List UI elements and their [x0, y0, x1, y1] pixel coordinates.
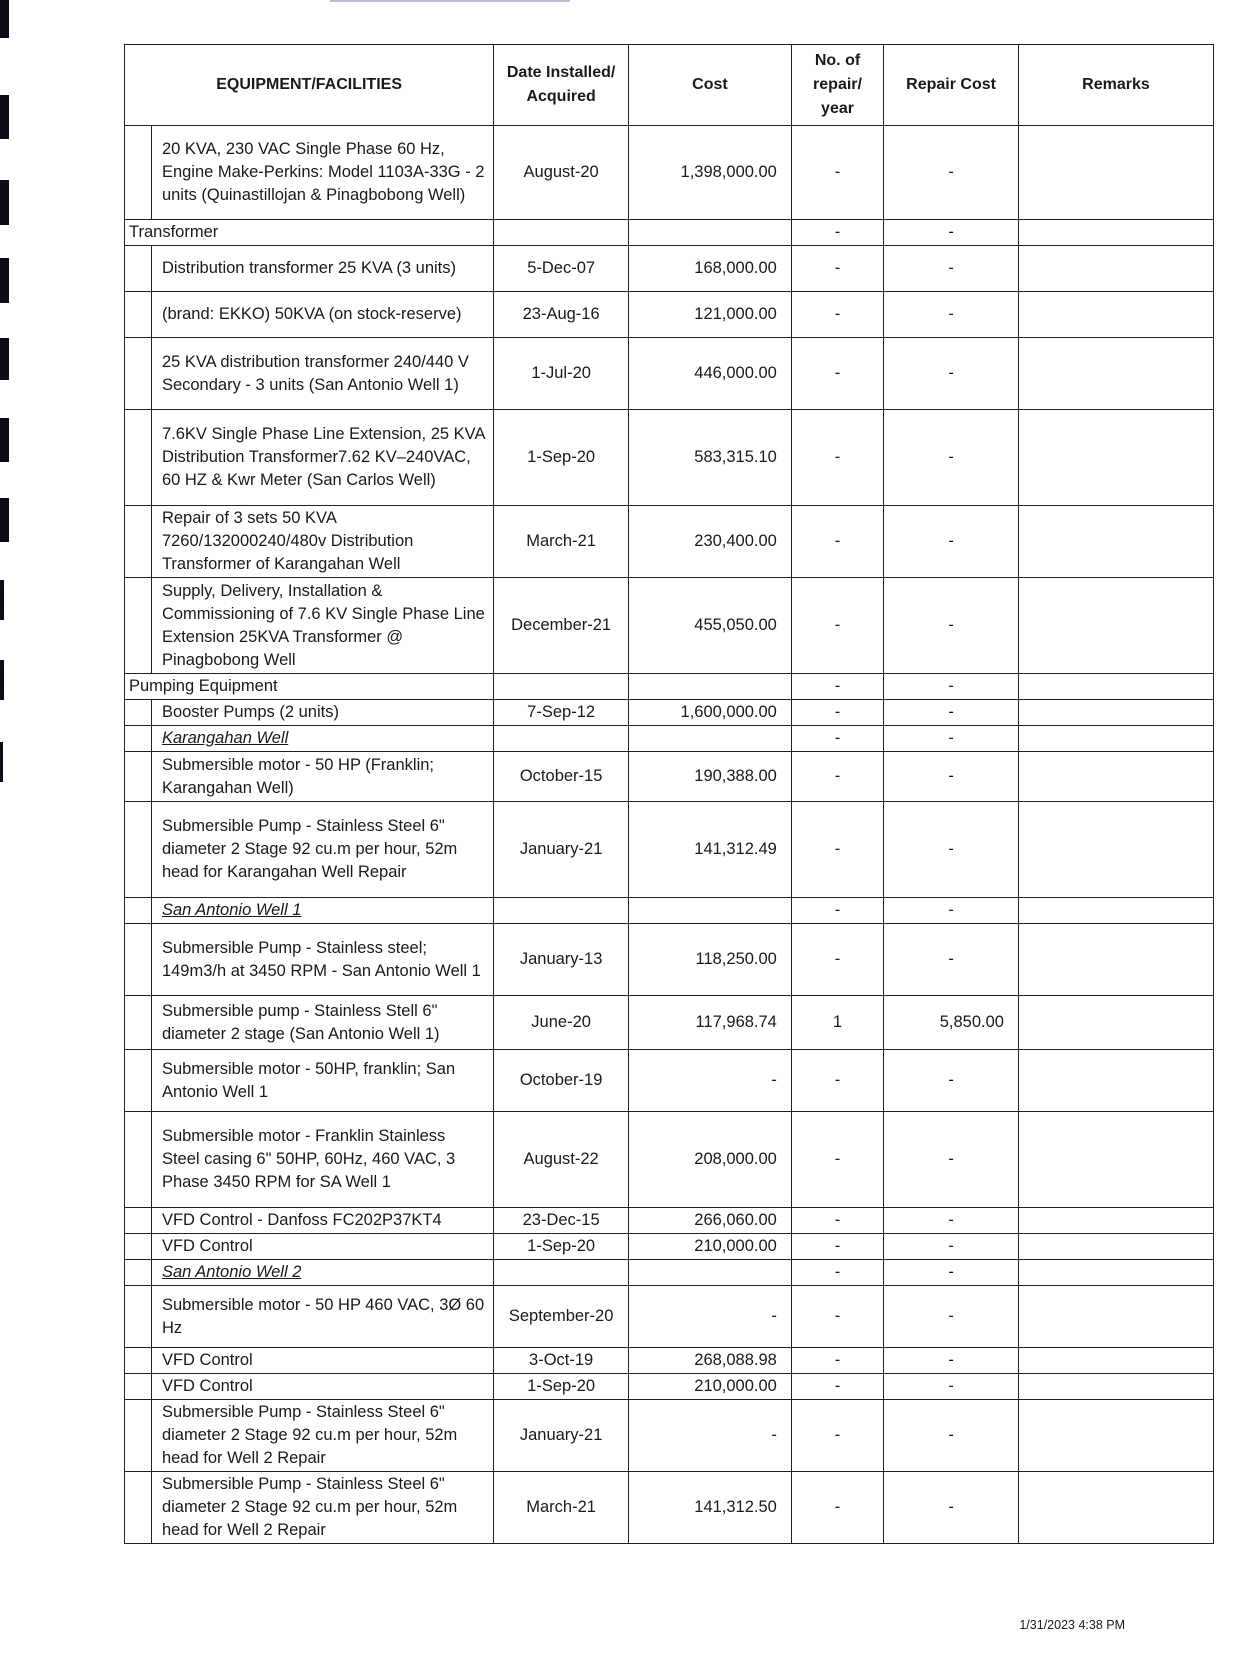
repair-cost-cell: -	[884, 410, 1019, 506]
table-row	[125, 700, 1214, 726]
indent-cell	[125, 246, 152, 292]
date-installed-cell: September-20	[494, 1286, 629, 1348]
header-repair-cost: Repair Cost	[884, 45, 1019, 126]
scan-mark	[0, 338, 9, 380]
repair-cost-cell: -	[884, 1374, 1019, 1400]
remarks-cell	[1018, 220, 1213, 246]
category-label: Transformer	[125, 220, 494, 246]
remarks-cell	[1018, 802, 1213, 898]
indent-cell	[125, 802, 152, 898]
repairs-per-year-cell: -	[791, 338, 883, 410]
repair-cost-cell: -	[884, 1260, 1019, 1286]
indent-cell	[125, 506, 152, 578]
repair-cost-cell: -	[884, 924, 1019, 996]
remarks-cell	[1018, 246, 1213, 292]
cost-cell	[629, 1260, 792, 1286]
well-name: San Antonio Well 1	[161, 901, 302, 919]
date-installed-cell	[494, 1260, 629, 1286]
equipment-description: 7.6KV Single Phase Line Extension, 25 KVA Distribution Transformer7.62 KV–240VAC, 60 HZ & Kwr Meter (San Carlos Well)	[151, 410, 493, 506]
repairs-per-year-cell: -	[791, 674, 883, 700]
remarks-cell	[1018, 338, 1213, 410]
equipment-description: Booster Pumps (2 units)	[151, 700, 493, 726]
repair-cost-cell: -	[884, 726, 1019, 752]
repairs-per-year-cell: -	[791, 126, 883, 220]
table-row	[125, 996, 1214, 1050]
cost-cell: 118,250.00	[629, 924, 792, 996]
well-name: San Antonio Well 2	[161, 1263, 302, 1281]
scan-mark	[0, 498, 9, 542]
equipment-description: Submersible Pump - Stainless steel; 149m3/h at 3450 RPM - San Antonio Well 1	[151, 924, 493, 996]
date-installed-cell: 3-Oct-19	[494, 1348, 629, 1374]
repair-cost-cell: -	[884, 752, 1019, 802]
scan-mark	[0, 660, 4, 700]
repair-cost-cell: -	[884, 1112, 1019, 1208]
repair-cost-cell: -	[884, 220, 1019, 246]
date-installed-cell: January-21	[494, 1400, 629, 1472]
repairs-per-year-cell: -	[791, 292, 883, 338]
indent-cell	[125, 1050, 152, 1112]
repair-cost-cell: -	[884, 674, 1019, 700]
remarks-cell	[1018, 1112, 1213, 1208]
repairs-per-year-cell: -	[791, 924, 883, 996]
table-row	[125, 1400, 1214, 1472]
equipment-description: Repair of 3 sets 50 KVA 7260/132000240/480v Distribution Transformer of Karangahan Well	[151, 506, 493, 578]
repairs-per-year-cell: -	[791, 246, 883, 292]
date-installed-cell	[494, 726, 629, 752]
remarks-cell	[1018, 1260, 1213, 1286]
repair-cost-cell: -	[884, 898, 1019, 924]
remarks-cell	[1018, 924, 1213, 996]
remarks-cell	[1018, 1234, 1213, 1260]
equipment-description: (brand: EKKO) 50KVA (on stock-reserve)	[151, 292, 493, 338]
subheading-row	[125, 726, 1214, 752]
cost-cell: 1,600,000.00	[629, 700, 792, 726]
indent-cell	[125, 700, 152, 726]
repairs-per-year-cell: -	[791, 220, 883, 246]
table-row	[125, 752, 1214, 802]
repairs-per-year-cell: -	[791, 506, 883, 578]
indent-cell	[125, 1208, 152, 1234]
table-row	[125, 126, 1214, 220]
repair-cost-cell: -	[884, 246, 1019, 292]
remarks-cell	[1018, 1374, 1213, 1400]
cost-cell: -	[629, 1050, 792, 1112]
date-installed-cell: 1-Jul-20	[494, 338, 629, 410]
repair-cost-cell: -	[884, 1348, 1019, 1374]
repair-cost-cell: -	[884, 292, 1019, 338]
table-row	[125, 1472, 1214, 1544]
cost-cell	[629, 898, 792, 924]
indent-cell	[125, 1348, 152, 1374]
date-installed-cell: January-13	[494, 924, 629, 996]
remarks-cell	[1018, 1050, 1213, 1112]
scan-edge-marks	[0, 0, 14, 900]
indent-cell	[125, 1400, 152, 1472]
repairs-per-year-cell: -	[791, 1374, 883, 1400]
repair-cost-cell: -	[884, 1234, 1019, 1260]
table-row	[125, 1050, 1214, 1112]
cost-cell: 446,000.00	[629, 338, 792, 410]
scan-top-line	[330, 0, 570, 2]
scan-mark	[0, 95, 9, 139]
cost-cell	[629, 220, 792, 246]
equipment-description: VFD Control	[151, 1234, 493, 1260]
table-row	[125, 1374, 1214, 1400]
repairs-per-year-cell: -	[791, 802, 883, 898]
repairs-per-year-cell: -	[791, 578, 883, 674]
cost-cell: 121,000.00	[629, 292, 792, 338]
equipment-description: Submersible motor - 50HP, franklin; San Antonio Well 1	[151, 1050, 493, 1112]
repair-cost-cell: -	[884, 578, 1019, 674]
repairs-per-year-cell: -	[791, 898, 883, 924]
cost-cell: 190,388.00	[629, 752, 792, 802]
scan-mark	[0, 0, 9, 38]
indent-cell	[125, 1472, 152, 1544]
date-installed-cell: June-20	[494, 996, 629, 1050]
remarks-cell	[1018, 292, 1213, 338]
table-row	[125, 506, 1214, 578]
remarks-cell	[1018, 1286, 1213, 1348]
scan-mark	[0, 580, 4, 620]
date-installed-cell: 1-Sep-20	[494, 1374, 629, 1400]
indent-cell	[125, 1286, 152, 1348]
date-installed-cell: 1-Sep-20	[494, 410, 629, 506]
date-installed-cell	[494, 674, 629, 700]
date-installed-cell: 7-Sep-12	[494, 700, 629, 726]
repairs-per-year-cell: -	[791, 1260, 883, 1286]
repair-cost-cell: -	[884, 1286, 1019, 1348]
repair-cost-cell: -	[884, 1472, 1019, 1544]
cost-cell: -	[629, 1400, 792, 1472]
category-label: Pumping Equipment	[125, 674, 494, 700]
cost-cell: 266,060.00	[629, 1208, 792, 1234]
date-installed-cell: March-21	[494, 1472, 629, 1544]
remarks-cell	[1018, 578, 1213, 674]
date-installed-cell	[494, 898, 629, 924]
indent-cell	[125, 898, 152, 924]
scan-mark	[0, 418, 9, 462]
repairs-per-year-cell: -	[791, 1286, 883, 1348]
equipment-description: Submersible motor - 50 HP (Franklin; Karangahan Well)	[151, 752, 493, 802]
equipment-description: VFD Control	[151, 1348, 493, 1374]
repairs-per-year-cell: -	[791, 752, 883, 802]
date-installed-cell: 1-Sep-20	[494, 1234, 629, 1260]
repair-cost-cell: -	[884, 1050, 1019, 1112]
table-row	[125, 1112, 1214, 1208]
remarks-cell	[1018, 700, 1213, 726]
date-installed-cell: 5-Dec-07	[494, 246, 629, 292]
table-row	[125, 246, 1214, 292]
date-installed-cell: October-15	[494, 752, 629, 802]
print-timestamp: 1/31/2023 4:38 PM	[1019, 1618, 1125, 1632]
cost-cell: 583,315.10	[629, 410, 792, 506]
repairs-per-year-cell: -	[791, 1050, 883, 1112]
equipment-description: Submersible motor - Franklin Stainless Steel casing 6" 50HP, 60Hz, 460 VAC, 3 Phase 3450 RPM for SA Well 1	[151, 1112, 493, 1208]
date-installed-cell: August-20	[494, 126, 629, 220]
equipment-description: VFD Control - Danfoss FC202P37KT4	[151, 1208, 493, 1234]
indent-cell	[125, 752, 152, 802]
table-row	[125, 292, 1214, 338]
cost-cell: 208,000.00	[629, 1112, 792, 1208]
repairs-per-year-cell: -	[791, 1472, 883, 1544]
equipment-description: Distribution transformer 25 KVA (3 units)	[151, 246, 493, 292]
date-installed-cell: August-22	[494, 1112, 629, 1208]
equipment-description: 20 KVA, 230 VAC Single Phase 60 Hz, Engine Make-Perkins: Model 1103A-33G - 2 units (Quinastillojan & Pinagbobong Well)	[151, 126, 493, 220]
cost-cell: 210,000.00	[629, 1374, 792, 1400]
indent-cell	[125, 410, 152, 506]
header-cost: Cost	[629, 45, 792, 126]
remarks-cell	[1018, 410, 1213, 506]
table-row	[125, 1208, 1214, 1234]
cost-cell: 210,000.00	[629, 1234, 792, 1260]
scan-mark	[0, 180, 9, 225]
cost-cell: 230,400.00	[629, 506, 792, 578]
repair-cost-cell: -	[884, 126, 1019, 220]
equipment-description: Submersible Pump - Stainless Steel 6" diameter 2 Stage 92 cu.m per hour, 52m head for Well 2 Repair	[151, 1472, 493, 1544]
cost-cell: 168,000.00	[629, 246, 792, 292]
remarks-cell	[1018, 1472, 1213, 1544]
header-repairs-per-year: No. of repair/ year	[791, 45, 883, 126]
repair-cost-cell: -	[884, 1208, 1019, 1234]
date-installed-cell: 23-Dec-15	[494, 1208, 629, 1234]
remarks-cell	[1018, 1400, 1213, 1472]
repair-cost-cell: 5,850.00	[884, 996, 1019, 1050]
repair-cost-cell: -	[884, 802, 1019, 898]
date-installed-cell: March-21	[494, 506, 629, 578]
subheading-row	[125, 898, 1214, 924]
equipment-description: Submersible pump - Stainless Stell 6" diameter 2 stage (San Antonio Well 1)	[151, 996, 493, 1050]
remarks-cell	[1018, 752, 1213, 802]
cost-cell	[629, 726, 792, 752]
cost-cell: -	[629, 1286, 792, 1348]
table-row	[125, 1286, 1214, 1348]
table-header-row	[125, 45, 1214, 126]
well-subheading	[151, 1260, 493, 1286]
indent-cell	[125, 726, 152, 752]
remarks-cell	[1018, 1208, 1213, 1234]
equipment-description: Submersible motor - 50 HP 460 VAC, 3Ø 60 Hz	[151, 1286, 493, 1348]
repairs-per-year-cell: -	[791, 700, 883, 726]
cost-cell: 117,968.74	[629, 996, 792, 1050]
remarks-cell	[1018, 898, 1213, 924]
cost-cell: 455,050.00	[629, 578, 792, 674]
cost-cell: 268,088.98	[629, 1348, 792, 1374]
indent-cell	[125, 1374, 152, 1400]
indent-cell	[125, 1112, 152, 1208]
repair-cost-cell: -	[884, 338, 1019, 410]
remarks-cell	[1018, 674, 1213, 700]
repairs-per-year-cell: -	[791, 1208, 883, 1234]
indent-cell	[125, 292, 152, 338]
table-row	[125, 1234, 1214, 1260]
cost-cell	[629, 674, 792, 700]
equipment-description: Submersible Pump - Stainless Steel 6" diameter 2 Stage 92 cu.m per hour, 52m head for Well 2 Repair	[151, 1400, 493, 1472]
remarks-cell	[1018, 726, 1213, 752]
remarks-cell	[1018, 126, 1213, 220]
header-equipment: EQUIPMENT/FACILITIES	[125, 45, 494, 126]
cost-cell: 1,398,000.00	[629, 126, 792, 220]
indent-cell	[125, 126, 152, 220]
repairs-per-year-cell: -	[791, 1400, 883, 1472]
scan-mark	[0, 258, 9, 303]
well-subheading	[151, 726, 493, 752]
equipment-description: 25 KVA distribution transformer 240/440 V Secondary - 3 units (San Antonio Well 1)	[151, 338, 493, 410]
repair-cost-cell: -	[884, 1400, 1019, 1472]
date-installed-cell: December-21	[494, 578, 629, 674]
date-installed-cell	[494, 220, 629, 246]
equipment-description: VFD Control	[151, 1374, 493, 1400]
subheading-row	[125, 1260, 1214, 1286]
indent-cell	[125, 1260, 152, 1286]
table-row	[125, 410, 1214, 506]
indent-cell	[125, 924, 152, 996]
table-row	[125, 1348, 1214, 1374]
header-remarks: Remarks	[1018, 45, 1213, 126]
equipment-description: Supply, Delivery, Installation & Commissioning of 7.6 KV Single Phase Line Extension 25KVA Transformer @ Pinagbobong Well	[151, 578, 493, 674]
cost-cell: 141,312.49	[629, 802, 792, 898]
table-row	[125, 338, 1214, 410]
table-row	[125, 802, 1214, 898]
remarks-cell	[1018, 1348, 1213, 1374]
indent-cell	[125, 996, 152, 1050]
repairs-per-year-cell: -	[791, 410, 883, 506]
date-installed-cell: 23-Aug-16	[494, 292, 629, 338]
equipment-table	[124, 44, 1214, 1544]
scan-mark	[0, 742, 3, 782]
date-installed-cell: January-21	[494, 802, 629, 898]
header-date-installed: Date Installed/ Acquired	[494, 45, 629, 126]
repairs-per-year-cell: -	[791, 1348, 883, 1374]
category-row	[125, 220, 1214, 246]
table-row	[125, 924, 1214, 996]
remarks-cell	[1018, 506, 1213, 578]
table-body	[125, 126, 1214, 1544]
repairs-per-year-cell: -	[791, 726, 883, 752]
indent-cell	[125, 338, 152, 410]
indent-cell	[125, 1234, 152, 1260]
indent-cell	[125, 578, 152, 674]
well-name: Karangahan Well	[161, 729, 289, 747]
repair-cost-cell: -	[884, 700, 1019, 726]
well-subheading	[151, 898, 493, 924]
remarks-cell	[1018, 996, 1213, 1050]
repairs-per-year-cell: 1	[791, 996, 883, 1050]
repairs-per-year-cell: -	[791, 1234, 883, 1260]
cost-cell: 141,312.50	[629, 1472, 792, 1544]
equipment-description: Submersible Pump - Stainless Steel 6" diameter 2 Stage 92 cu.m per hour, 52m head for Karangahan Well Repair	[151, 802, 493, 898]
repair-cost-cell: -	[884, 506, 1019, 578]
table-row	[125, 578, 1214, 674]
date-installed-cell: October-19	[494, 1050, 629, 1112]
category-row	[125, 674, 1214, 700]
repairs-per-year-cell: -	[791, 1112, 883, 1208]
